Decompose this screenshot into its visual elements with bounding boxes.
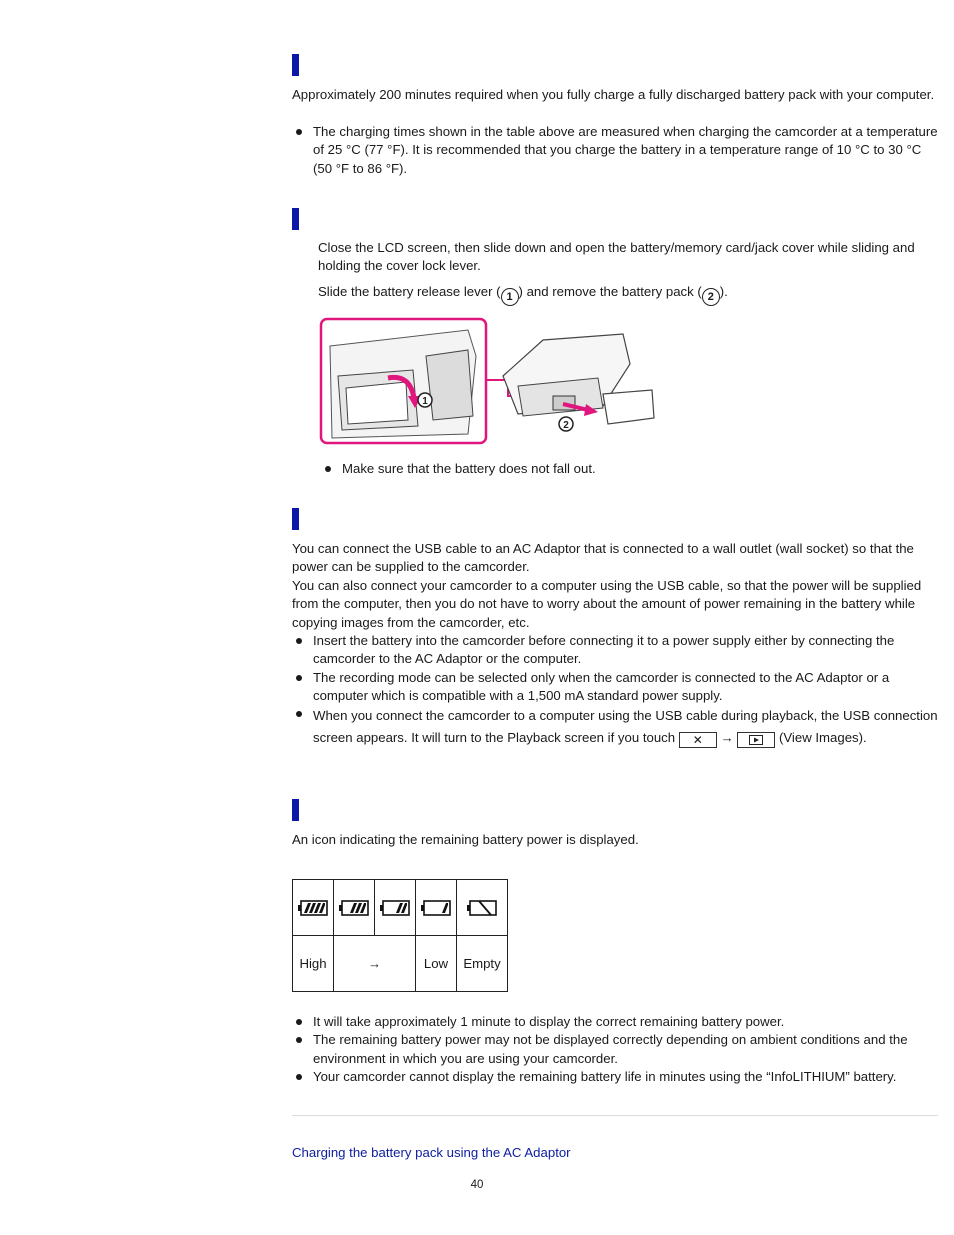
list-item: It will take approximately 1 minute to display the correct remaining battery power. — [292, 1013, 938, 1031]
battery-full-icon — [298, 900, 328, 916]
battery-low-cell — [416, 880, 457, 936]
divider — [292, 1115, 938, 1116]
list-item: Your camcorder cannot display the remaining battery life in minutes using the “InfoLITHIUM” battery. — [292, 1068, 938, 1086]
level-empty-label: Empty — [457, 936, 508, 992]
list-item: The remaining battery power may not be displayed correctly depending on ambient conditions and the environment in which you are using your camcorder. — [292, 1031, 938, 1068]
view-images-icon — [737, 732, 775, 748]
battery-medium-cell — [375, 880, 416, 936]
svg-text:2: 2 — [563, 420, 569, 431]
bullet3-text-b: (View Images). — [778, 730, 867, 746]
related-link-charging[interactable]: Charging the battery pack using the AC Adaptor — [292, 1145, 571, 1160]
callout-2-icon: 2 — [702, 288, 720, 306]
battery-removal-illustration — [318, 316, 658, 448]
battery-high-icon — [339, 900, 369, 916]
section3-paragraph-1: You can connect the USB cable to an AC Adaptor that is connected to a wall outlet (wall socket) so that the power can be supplied to the camcorder. — [292, 541, 914, 575]
battery-empty-icon — [467, 900, 497, 916]
step-1-text: Close the LCD screen, then slide down and open the battery/memory card/jack cover while sliding and holding the cover lock lever. — [318, 240, 915, 274]
battery-low-icon — [421, 900, 451, 916]
battery-high-cell — [334, 880, 375, 936]
level-arrow-label: → — [334, 936, 416, 992]
page-number: 40 — [470, 1179, 484, 1191]
arrow: → — [720, 730, 734, 746]
section-marker-3 — [292, 508, 299, 530]
battery-empty-cell — [457, 880, 508, 936]
bullet3-text-a: When you connect the camcorder to a computer using the USB cable during playback, the USB connection screen appears. It will turn to the Playback screen if you touch — [313, 708, 938, 746]
section4-paragraph: An icon indicating the remaining battery power is displayed. — [292, 832, 639, 847]
section1-bullets — [292, 123, 938, 178]
step-2-part-a: Slide the battery release lever ( — [318, 284, 501, 299]
battery-full-cell — [293, 880, 334, 936]
section3-bullets — [292, 632, 938, 749]
battery-medium-icon — [380, 900, 410, 916]
section-marker-2 — [292, 208, 299, 230]
section-marker-1 — [292, 54, 299, 76]
level-low-label: Low — [416, 936, 457, 992]
step-2-part-b: ) and remove the battery pack ( — [518, 284, 702, 299]
section-marker-4 — [292, 799, 299, 821]
list-item: Make sure that the battery does not fall out. — [321, 460, 921, 478]
section3-paragraph-2: You can also connect your camcorder to a computer using the USB cable, so that the power will be supplied from the computer, then you do not have to worry about the amount of power remaining in the battery while copying images from the camcorder, etc. — [292, 578, 922, 630]
battery-level-table — [292, 879, 508, 992]
section1-paragraph: Approximately 200 minutes required when you fully charge a fully discharged battery pack with your computer. — [292, 87, 935, 102]
close-x-icon: ✕ — [679, 732, 717, 748]
level-high-label: High — [293, 936, 334, 992]
section2-bullets — [321, 460, 921, 478]
callout-1-icon: 1 — [501, 288, 519, 306]
section4-bullets — [292, 1013, 938, 1086]
step-2-text — [318, 283, 938, 306]
list-item — [292, 705, 938, 749]
svg-text:1: 1 — [422, 396, 428, 407]
list-item: Insert the battery into the camcorder before connecting it to a power supply either by connecting the camcorder to the AC Adaptor or the computer. — [292, 632, 938, 669]
list-item: The recording mode can be selected only when the camcorder is connected to the AC Adaptor or a computer which is compatible with a 1,500 mA standard power supply. — [292, 669, 938, 706]
list-item: The charging times shown in the table above are measured when charging the camcorder at a temperature of 25 °C (77 °F). It is recommended that you charge the battery in a temperature range of 10 °C to 30 °C (50 °F to 86 °F). — [292, 123, 938, 178]
step-2-part-c: ). — [719, 284, 728, 299]
